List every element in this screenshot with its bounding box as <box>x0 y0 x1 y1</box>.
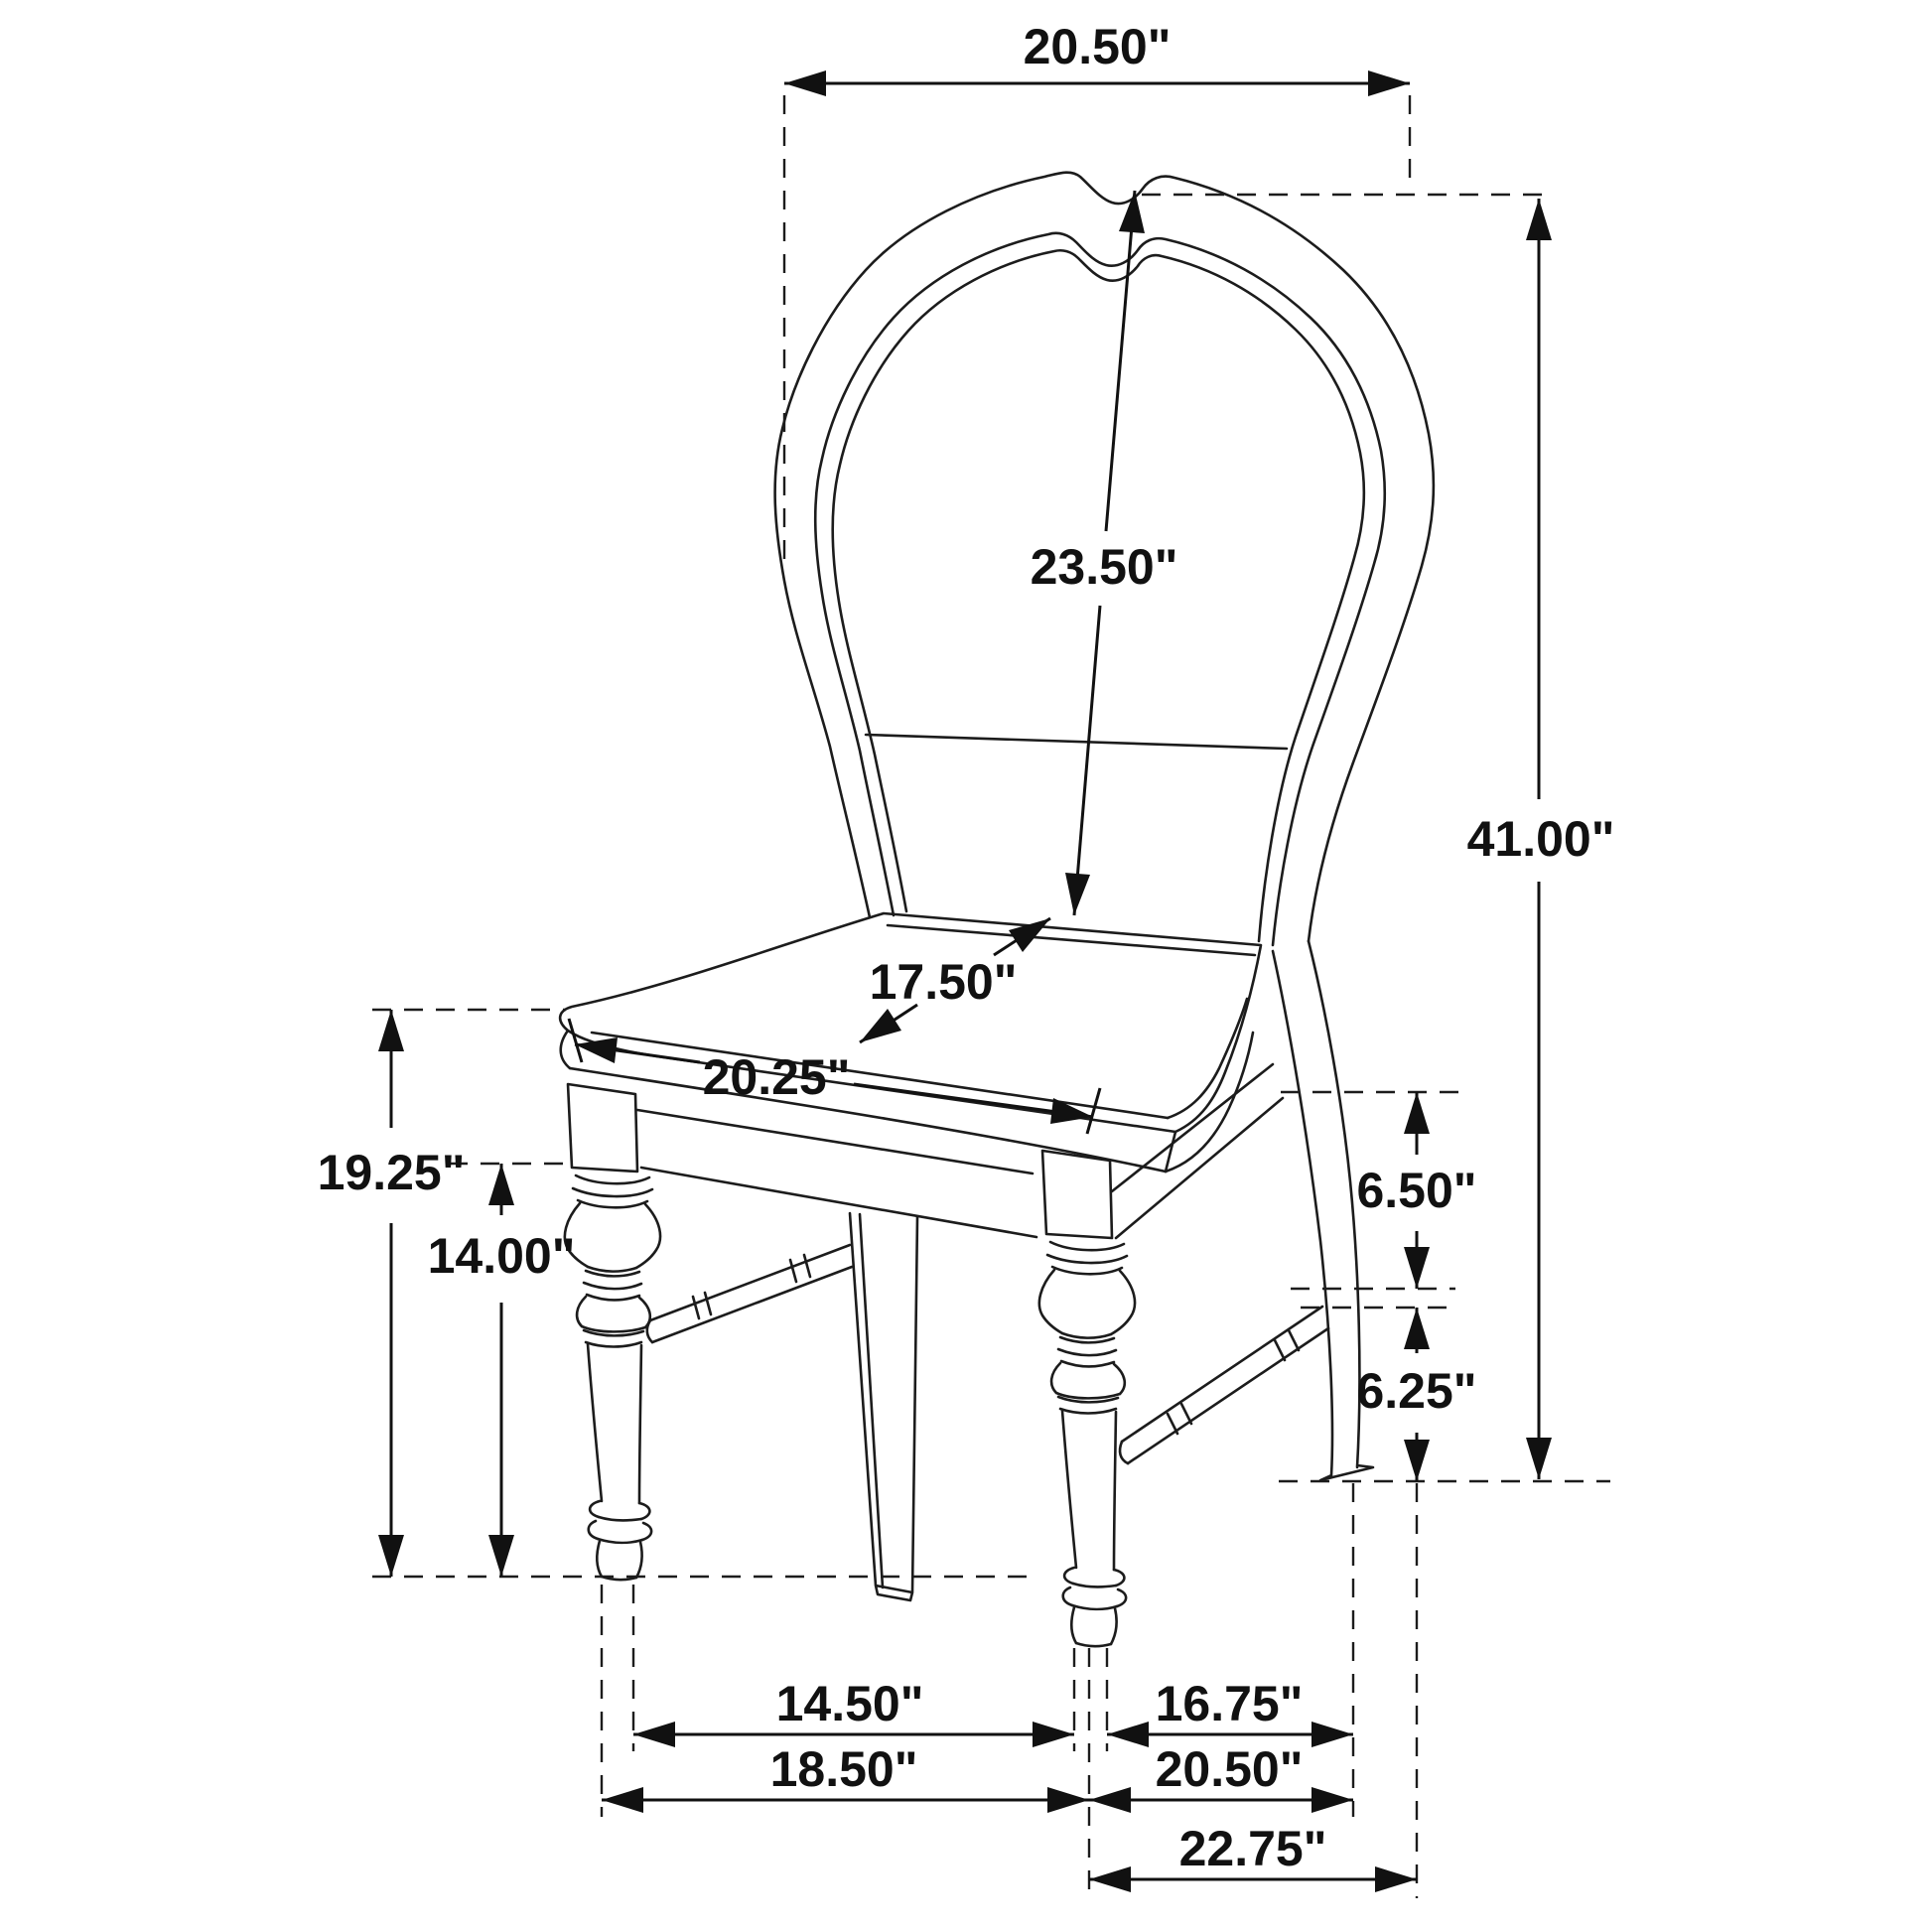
arrowhead-left-icon <box>784 70 826 96</box>
arrowhead-down-icon <box>1526 1438 1552 1479</box>
dim-line-lower <box>1074 606 1100 915</box>
dim-label: 41.00" <box>1466 811 1615 867</box>
dim-line-upper <box>1106 191 1135 531</box>
dim-overall-height <box>1467 199 1615 1479</box>
dim-label: 20.50" <box>1023 19 1172 74</box>
dim-seat-to-stretcher <box>1356 1092 1476 1289</box>
arrowhead-down-icon <box>1404 1247 1430 1289</box>
left-stretcher <box>647 1245 852 1342</box>
arrowhead-down-icon <box>378 1535 404 1577</box>
seat-front-piping <box>592 1033 1168 1118</box>
dim-front-legs-outer <box>602 1741 1089 1813</box>
dim-back-height <box>1031 191 1178 915</box>
dim-side-legs-inner <box>1107 1676 1353 1747</box>
arrowhead-down-icon <box>1065 873 1090 915</box>
chair-drawing <box>560 173 1434 1646</box>
arrowhead-right-icon <box>1047 1787 1089 1813</box>
right-stretcher <box>1120 1307 1328 1463</box>
dim-label: 20.25" <box>702 1049 851 1105</box>
dim-seat-height <box>318 1010 466 1577</box>
seat-right-piping <box>1168 999 1247 1118</box>
apron-front <box>637 1110 1036 1237</box>
seat-corner-roll <box>561 1031 570 1068</box>
arrowhead-up-icon <box>378 1010 404 1051</box>
dim-label: 19.25" <box>317 1145 466 1200</box>
dim-stretcher-to-floor <box>1356 1308 1476 1481</box>
arrowhead-up-icon <box>488 1164 514 1205</box>
end-tick-left <box>569 1019 582 1062</box>
arrowhead-down-icon <box>1404 1440 1430 1481</box>
dim-label: 14.00" <box>427 1228 576 1284</box>
arrowhead-left-icon <box>1107 1722 1149 1747</box>
front-right-leg <box>1039 1151 1135 1646</box>
dim-label: 22.75" <box>1178 1821 1327 1876</box>
dim-front-legs-inner <box>633 1676 1074 1747</box>
dim-seat-width <box>569 1019 1100 1134</box>
arrowhead-right-icon <box>1033 1722 1074 1747</box>
arrowhead-left-icon <box>602 1787 643 1813</box>
arrowhead-right-icon <box>1311 1722 1353 1747</box>
dim-label: 20.50" <box>1155 1741 1304 1797</box>
rear-left-leg <box>850 1213 917 1600</box>
arrowhead-up-icon <box>1119 191 1145 233</box>
dim-label: 17.50" <box>869 954 1018 1010</box>
arrowhead-left-icon <box>1089 1866 1131 1892</box>
end-tick-right <box>1087 1088 1100 1134</box>
arrowhead-up-icon <box>1526 199 1552 240</box>
arrowhead-left-icon <box>860 1009 901 1042</box>
dim-label: 18.50" <box>769 1741 918 1797</box>
arrowhead-right-icon <box>1375 1866 1417 1892</box>
arrowhead-left-icon <box>1089 1787 1131 1813</box>
dim-label: 14.50" <box>775 1676 924 1731</box>
seat-corner-fold <box>1166 1132 1175 1172</box>
arrowhead-right-icon <box>1311 1787 1353 1813</box>
back-lower-rail <box>866 735 1287 749</box>
dim-label: 16.75" <box>1155 1676 1304 1731</box>
dim-label: 6.50" <box>1356 1163 1477 1218</box>
arrowhead-down-icon <box>488 1535 514 1577</box>
dim-side-legs-outer <box>1089 1741 1353 1813</box>
arrowhead-up-icon <box>1404 1092 1430 1134</box>
dim-apron-height <box>428 1164 576 1577</box>
arrowhead-up-icon <box>1404 1308 1430 1349</box>
back-panel-edge <box>833 250 1364 941</box>
dim-label: 23.50" <box>1030 539 1178 595</box>
dim-label: 6.25" <box>1356 1363 1477 1419</box>
arrowhead-left-icon <box>633 1722 675 1747</box>
dim-overall-depth <box>1089 1821 1417 1892</box>
dim-top-width <box>784 19 1410 96</box>
arrowhead-right-icon <box>1368 70 1410 96</box>
dim-seat-depth <box>860 918 1050 1042</box>
